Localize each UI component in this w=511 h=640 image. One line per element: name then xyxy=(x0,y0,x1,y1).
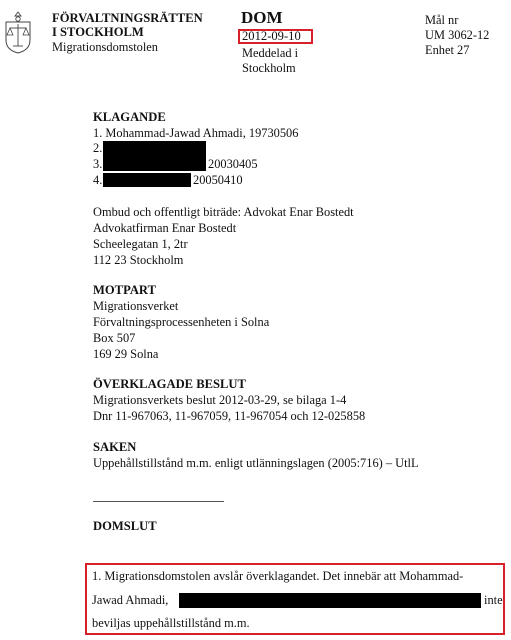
verdict-date: 2012-09-10 xyxy=(242,29,301,43)
klagande-item-3-suffix: 20030405 xyxy=(208,157,258,171)
case-number: UM 3062-12 xyxy=(425,28,490,42)
ombud-firm: Advokatfirman Enar Bostedt xyxy=(93,221,237,235)
klagande-item-1: 1. Mohammad-Jawad Ahmadi, 19730506 xyxy=(93,126,299,140)
redaction-block xyxy=(103,173,191,187)
domslut-line1: 1. Migrationsdomstolen avslår överklagandet. Det innebär att Mohammad- xyxy=(92,569,464,583)
court-emblem-icon xyxy=(2,10,34,54)
ombud-address: Scheelegatan 1, 2tr xyxy=(93,237,188,251)
domslut-heading: DOMSLUT xyxy=(93,519,157,533)
klagande-item-3-prefix: 3. xyxy=(93,157,103,171)
case-number-label: Mål nr xyxy=(425,13,459,27)
ombud-postal: 112 23 Stockholm xyxy=(93,253,184,267)
klagande-heading: KLAGANDE xyxy=(93,110,166,124)
motpart-line4: 169 29 Solna xyxy=(93,347,159,361)
redaction-block xyxy=(103,141,206,156)
delivered-line1: Meddelad i xyxy=(242,46,299,60)
delivered-line2: Stockholm xyxy=(242,61,296,75)
motpart-line3: Box 507 xyxy=(93,331,136,345)
redaction-block xyxy=(103,156,206,171)
motpart-line1: Migrationsverket xyxy=(93,299,179,313)
saken-heading: SAKEN xyxy=(93,440,137,454)
overklagade-heading: ÖVERKLAGADE BESLUT xyxy=(93,377,246,391)
motpart-heading: MOTPART xyxy=(93,283,156,297)
saken-line1: Uppehållstillstånd m.m. enligt utlänningslagen (2005:716) – UtlL xyxy=(93,456,419,470)
overklagade-line1: Migrationsverkets beslut 2012-03-29, se bilaga 1-4 xyxy=(93,393,347,407)
klagande-item-4-suffix: 20050410 xyxy=(193,173,243,187)
document-type: DOM xyxy=(241,8,283,27)
court-name-line2: I STOCKHOLM xyxy=(52,25,144,39)
domslut-line2-prefix: Jawad Ahmadi, xyxy=(92,593,169,607)
domslut-line3: beviljas uppehållstillstånd m.m. xyxy=(92,616,250,630)
motpart-line2: Förvaltningsprocessenheten i Solna xyxy=(93,315,270,329)
klagande-item-2-prefix: 2. xyxy=(93,141,103,155)
unit-label: Enhet 27 xyxy=(425,43,470,57)
ombud-line: Ombud och offentligt biträde: Advokat Enar Bostedt xyxy=(93,205,354,219)
court-division: Migrationsdomstolen xyxy=(52,40,159,54)
court-name-line1: FÖRVALTNINGSRÄTTEN xyxy=(52,11,203,25)
overklagade-line2: Dnr 11-967063, 11-967059, 11-967054 och 12-025858 xyxy=(93,409,366,423)
section-divider xyxy=(93,501,224,502)
domslut-line2-suffix: inte xyxy=(484,593,503,607)
redaction-block xyxy=(179,593,481,608)
klagande-item-4-prefix: 4. xyxy=(93,173,103,187)
